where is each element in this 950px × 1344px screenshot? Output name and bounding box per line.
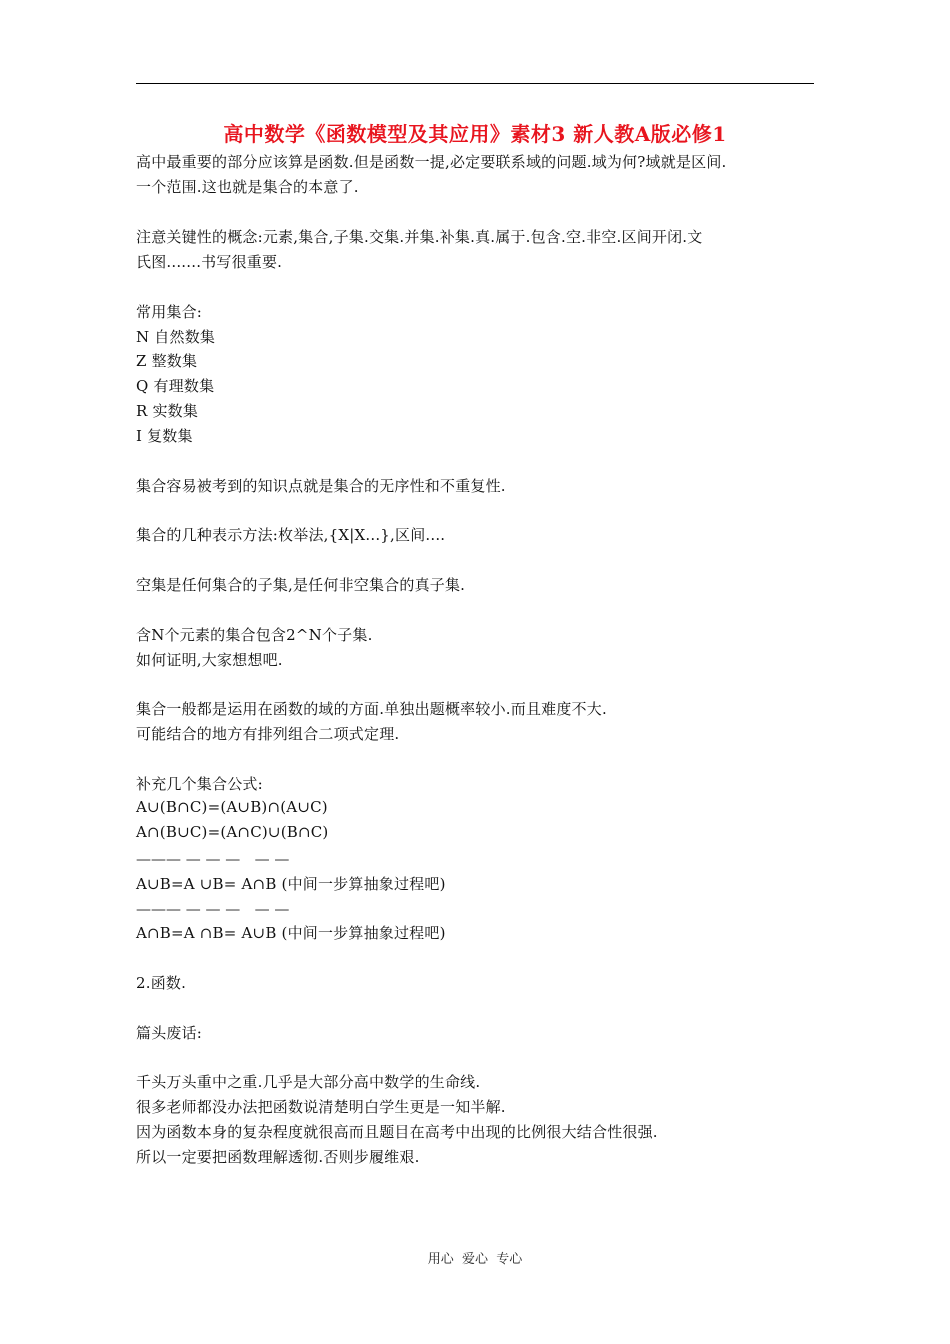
text-line: R 实数集 (136, 402, 199, 420)
text-line: 篇头废话: (136, 1024, 203, 1042)
text-line: 2.函数. (136, 974, 187, 992)
text-line: 如何证明,大家想想吧. (136, 651, 283, 669)
text-line: 集合一般都是运用在函数的域的方面.单独出题概率较小.而且难度不大. (136, 700, 607, 718)
text-line: 含N个元素的集合包含2^N个子集. (136, 626, 373, 644)
formula-line: A∩B=A ∩B= A∪B (中间一步算抽象过程吧) (136, 924, 446, 942)
text-line: Z 整数集 (136, 352, 198, 370)
text-line: 千头万头重中之重.几乎是大部分高中数学的生命线. (136, 1073, 481, 1091)
formula-line: A∪B=A ∪B= A∩B (中间一步算抽象过程吧) (136, 875, 446, 893)
overbar-marks: ——— — — — — — (136, 850, 290, 868)
formula-line: A∪(B∩C)=(A∪B)∩(A∪C) (136, 798, 328, 816)
text-line: 常用集合: (136, 303, 203, 321)
text-line: 注意关键性的概念:元素,集合,子集.交集.并集.补集.真.属于.包含.空.非空.区间开闭.文 (136, 228, 703, 246)
overbar-marks: ——— — — — — — (136, 900, 290, 918)
text-line: 氏图.......书写很重要. (136, 253, 283, 271)
text-line: 集合的几种表示方法:枚举法,{X|X...},区间.... (136, 526, 446, 544)
top-rule (136, 83, 814, 84)
text-line: 高中最重要的部分应该算是函数.但是函数一提,必定要联系域的问题.域为何?域就是区间. (136, 153, 727, 171)
text-line: 补充几个集合公式: (136, 775, 263, 793)
text-line: 所以一定要把函数理解透彻.否则步履维艰. (136, 1148, 420, 1166)
text-line: 很多老师都没办法把函数说清楚明白学生更是一知半解. (136, 1098, 506, 1116)
text-line: N 自然数集 (136, 328, 216, 346)
text-line: 因为函数本身的复杂程度就很高而且题目在高考中出现的比例很大结合性很强. (136, 1123, 658, 1141)
text-line: I 复数集 (136, 427, 193, 445)
text-line: 空集是任何集合的子集,是任何非空集合的真子集. (136, 576, 466, 594)
document-title: 高中数学《函数模型及其应用》素材3 新人教A版必修1 (223, 122, 727, 146)
text-line: Q 有理数集 (136, 377, 215, 395)
formula-line: A∩(B∪C)=(A∩C)∪(B∩C) (136, 823, 329, 841)
text-line: 一个范围.这也就是集合的本意了. (136, 178, 359, 196)
text-line: 可能结合的地方有排列组合二项式定理. (136, 725, 400, 743)
text-line: 集合容易被考到的知识点就是集合的无序性和不重复性. (136, 477, 506, 495)
page-footer: 用心 爱心 专心 (427, 1252, 523, 1267)
